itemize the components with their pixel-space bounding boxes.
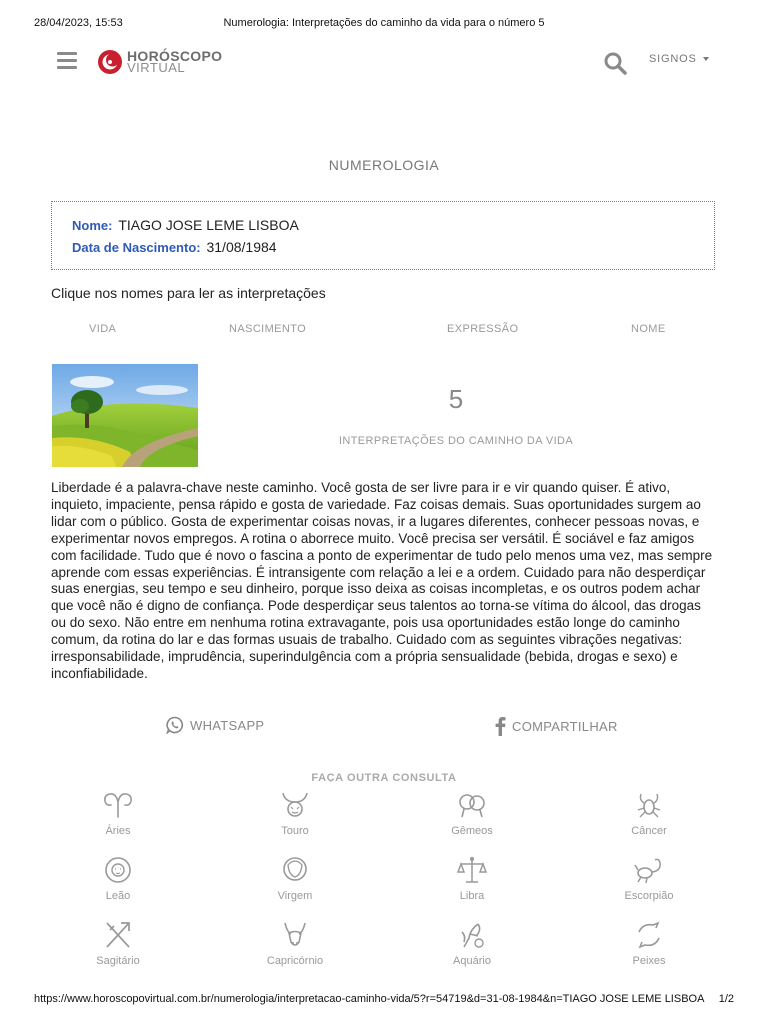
sign-capricorn[interactable] bbox=[235, 920, 355, 967]
pisces-icon bbox=[633, 920, 665, 950]
cancer-icon bbox=[633, 790, 665, 820]
birthdate-value: 31/08/1984 bbox=[206, 239, 277, 255]
libra-icon bbox=[456, 855, 488, 885]
aquarius-icon bbox=[456, 920, 488, 950]
taurus-icon bbox=[279, 790, 311, 820]
site-header bbox=[0, 44, 768, 80]
sign-name: Touro bbox=[281, 825, 309, 837]
sign-name: Capricórnio bbox=[266, 955, 324, 967]
whatsapp-icon bbox=[166, 716, 184, 734]
interpretation-subtitle: INTERPRETAÇÕES DO CAMINHO DA VIDA bbox=[338, 435, 574, 447]
chevron-down-icon bbox=[703, 57, 709, 61]
interpretation-tabs bbox=[0, 323, 768, 339]
name-value: TIAGO JOSE LEME LISBOA bbox=[118, 217, 299, 233]
sign-name: Gêmeos bbox=[451, 825, 493, 837]
whatsapp-share-button[interactable] bbox=[166, 716, 264, 734]
birthdate-label: Data de Nascimento: bbox=[72, 240, 201, 255]
sign-name: Áries bbox=[105, 825, 131, 837]
interpretation-text: Liberdade é a palavra-chave neste caminho. Você gosta de ser livre para ir e vir quando quiser. É ativo, inquieto, impaciente, pensa rápido e gosta de variedade. Faz coisas demais. Suas oportunidades surgem ao lidar com o público. Gosta de experimentar coisas novas, ir a lugares diferentes, conhecer pessoas novas, e experimentar novos empregos. A rotina o aborrece muito. Você precisa ser versátil. É sociável e faz amigos com facilidade. Tudo que é novo o fascina a ponto de experimentar de tudo pelo menos uma vez, mas sempre aprende com essas experiências. É intransigente com relação a lei e a ordem. Cuidado para não desperdiçar suas energias, seu tempo e seu dinheiro, porque isso deixa as coisas incompletas, e os outros podem achar que você não é digno de confiança. Pode desperdiçar seus talentos ao torna-se vítima do álcool, das drogas ou do sexo. Não entre em nenhuma rotina extravagante, pois usa oportunidades estão longe do caminho comum, da rotina do lar e das formas usuais de trabalho. Cuidado com as seguintes vibrações negativas: irresponsabilidade, imprudência, superindulgência com a própria sensualidade (bebida, drogas e sexo) e inconfiabilidade. bbox=[51, 480, 713, 681]
sign-virgo[interactable] bbox=[235, 855, 355, 902]
sign-libra[interactable] bbox=[412, 855, 532, 902]
sign-name: Libra bbox=[459, 890, 485, 902]
sign-taurus[interactable] bbox=[235, 790, 355, 837]
life-path-number: 5 bbox=[448, 384, 464, 414]
facebook-share-button[interactable] bbox=[494, 716, 618, 736]
user-info-box bbox=[51, 201, 715, 270]
print-page-title: Numerologia: Interpretações do caminho da vida para o número 5 bbox=[223, 17, 545, 29]
sagittarius-icon bbox=[102, 920, 134, 950]
sign-name: Leão bbox=[105, 890, 131, 902]
sign-leo[interactable] bbox=[58, 855, 178, 902]
landscape-image bbox=[52, 364, 198, 467]
tab-nome[interactable]: NOME bbox=[631, 323, 666, 335]
whatsapp-share-label: WHATSAPP bbox=[190, 717, 265, 733]
print-page-number: 1/2 bbox=[718, 993, 734, 1005]
tab-vida[interactable]: VIDA bbox=[89, 323, 117, 335]
sign-gemini[interactable] bbox=[412, 790, 532, 837]
sign-cancer[interactable] bbox=[589, 790, 709, 837]
gemini-icon bbox=[456, 790, 488, 820]
search-icon[interactable] bbox=[603, 51, 627, 75]
other-query-title: FAÇA OUTRA CONSULTA bbox=[311, 772, 457, 782]
aries-icon bbox=[102, 790, 134, 820]
print-datetime: 28/04/2023, 15:53 bbox=[34, 17, 123, 29]
facebook-share-label: COMPARTILHAR bbox=[512, 718, 618, 734]
capricorn-icon bbox=[279, 920, 311, 950]
facebook-icon bbox=[494, 716, 506, 736]
sign-name: Escorpião bbox=[624, 890, 674, 902]
sign-pisces[interactable] bbox=[589, 920, 709, 967]
signos-dropdown[interactable] bbox=[649, 53, 709, 65]
sign-name: Peixes bbox=[632, 955, 666, 967]
leo-icon bbox=[102, 855, 134, 885]
sign-scorpio[interactable] bbox=[589, 855, 709, 902]
sign-name: Câncer bbox=[631, 825, 667, 837]
sign-name: Virgem bbox=[277, 890, 313, 902]
logo-text-line1: HORÓSCOPO bbox=[127, 48, 223, 64]
tab-expressao[interactable]: EXPRESSÃO bbox=[447, 323, 519, 335]
virgo-icon bbox=[279, 855, 311, 885]
instructions-text: Clique nos nomes para ler as interpretações bbox=[51, 285, 326, 301]
signos-label: SIGNOS bbox=[649, 53, 697, 65]
sign-sagittarius[interactable] bbox=[58, 920, 178, 967]
sign-name: Sagitário bbox=[96, 955, 140, 967]
hamburger-icon[interactable] bbox=[57, 52, 77, 70]
sign-aries[interactable] bbox=[58, 790, 178, 837]
print-url: https://www.horoscopovirtual.com.br/numerologia/interpretacao-caminho-vida/5?r=54719&d=31-08-1984&n=TIAGO JOSE LEME LISBOA bbox=[34, 993, 705, 1005]
name-label: Nome: bbox=[72, 218, 113, 233]
section-title: NUMEROLOGIA bbox=[328, 157, 440, 173]
logo-text-line2: VIRTUAL bbox=[127, 60, 186, 75]
sign-name: Aquário bbox=[453, 955, 491, 967]
site-logo[interactable] bbox=[97, 47, 222, 77]
logo-icon bbox=[97, 49, 123, 75]
sign-aquarius[interactable] bbox=[412, 920, 532, 967]
scorpio-icon bbox=[633, 855, 665, 885]
tab-nascimento[interactable]: NASCIMENTO bbox=[229, 323, 307, 335]
